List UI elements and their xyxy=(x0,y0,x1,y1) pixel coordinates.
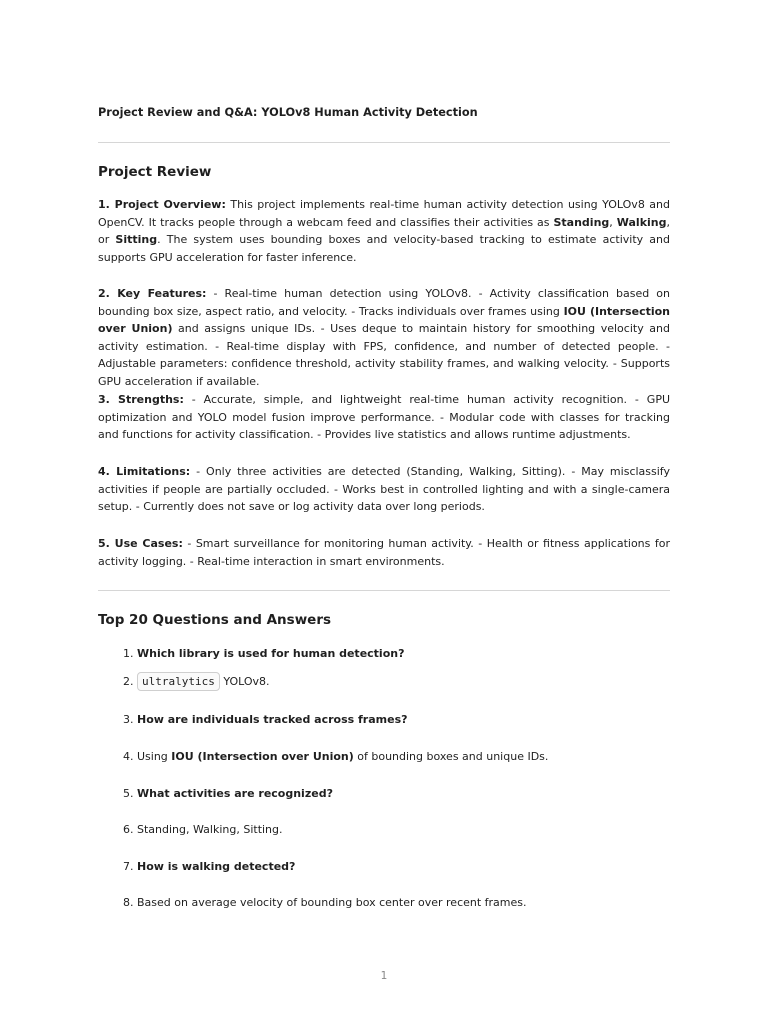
paragraph-key-features: 2. Key Features: - Real-time human detection using YOLOv8. - Activity classification based on bounding box size, aspect ratio, and velocity. - Tracks individuals over frames using IOU (Intersection over Union) and assigns unique IDs. - Uses deque to maintain history for smoothing velocity and activity estimation. - Real-time display with FPS, confidence, and number of detected people. - Adjustable parameters: confidence threshold, activity stability frames, and walking velocity. - Supports GPU acceleration if available. xyxy=(98,287,671,388)
paragraph-limitations: 4. Limitations: - Only three activities are detected (Standing, Walking, Sitting). - May misclassify activities if people are partially occluded. - Works best in controlled lighting and with a single-camera setup. - Currently does not save or log activity data over long periods. xyxy=(98,465,670,514)
paragraph-strengths: 3. Strengths: - Accurate, simple, and lightweight real-time human activity recognition. - GPU optimization and YOLO model fusion improve performance. - Modular code with classes for tracking and functions for activity classification. - Provides live statistics and allows runtime adjustments. xyxy=(98,393,671,442)
list-item: 2. ultralytics YOLOv8. xyxy=(123,673,270,690)
paragraph-label: 2. Key Features: xyxy=(98,287,207,300)
paragraph-label: 1. Project Overview: xyxy=(98,198,226,211)
inline-code: ultralytics xyxy=(137,672,220,691)
section-heading-qa: Top 20 Questions and Answers xyxy=(98,612,332,628)
paragraph-project-overview: 1. Project Overview: This project implements real-time human activity detection using YOLOv8 and OpenCV. It tracks people through a webcam feed and classifies their activities as Standing, Walking, or Sitting. The system uses bounding boxes and velocity-based tracking to estimate activity and supports GPU acceleration for faster inference. xyxy=(98,198,671,264)
divider xyxy=(98,590,670,591)
divider xyxy=(98,142,670,143)
section-heading-project-review: Project Review xyxy=(98,164,212,180)
list-item: 5. What activities are recognized? xyxy=(123,787,333,800)
list-item: 4. Using IOU (Intersection over Union) of bounding boxes and unique IDs. xyxy=(123,750,549,763)
list-item: 1. Which library is used for human detection? xyxy=(123,647,405,660)
list-item: 6. Standing, Walking, Sitting. xyxy=(123,823,283,836)
list-item: 3. How are individuals tracked across frames? xyxy=(123,713,408,726)
paragraph-use-cases: 5. Use Cases: - Smart surveillance for monitoring human activity. - Health or fitness applications for activity logging. - Real-time interaction in smart environments. xyxy=(98,537,670,568)
list-item: 7. How is walking detected? xyxy=(123,860,296,873)
paragraph-label: 3. Strengths: xyxy=(98,393,184,406)
paragraph-label: 4. Limitations: xyxy=(98,465,191,478)
paragraph-label: 5. Use Cases: xyxy=(98,537,183,550)
document-title: Project Review and Q&A: YOLOv8 Human Activity Detection xyxy=(98,106,478,119)
list-item: 8. Based on average velocity of bounding box center over recent frames. xyxy=(123,896,527,909)
page-number: 1 xyxy=(380,970,388,982)
